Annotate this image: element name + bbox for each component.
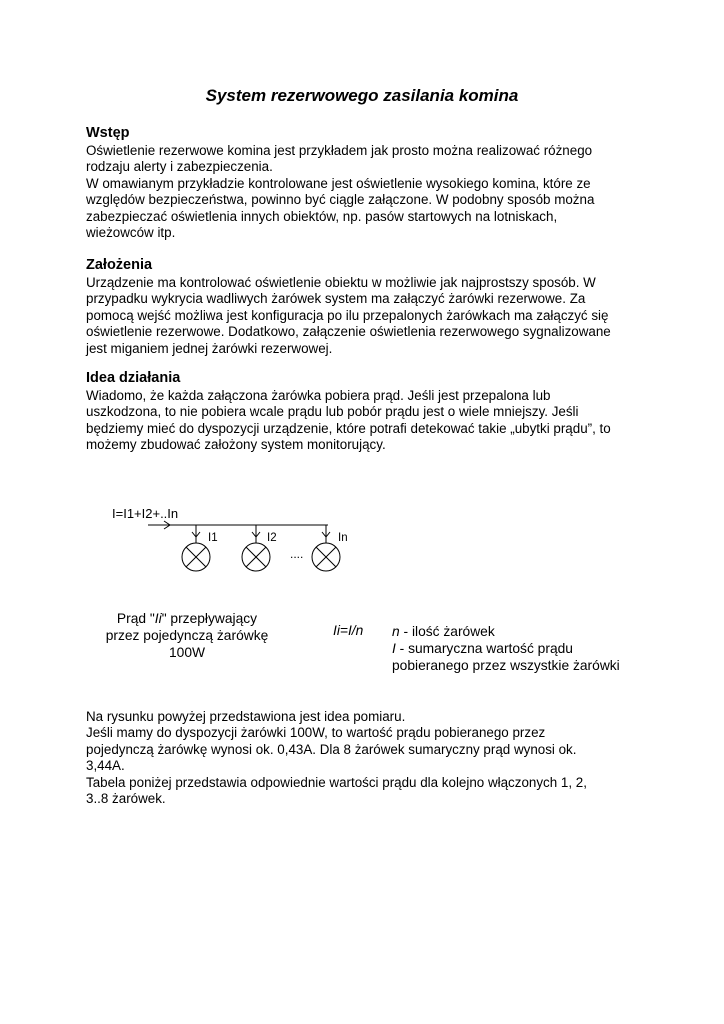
text-line: Tabela poniżej przedstawia odpowiednie wartości prądu dla kolejno włączonych 1, 2,	[86, 774, 587, 790]
legend-text: - ilość żarówek	[399, 624, 495, 639]
current-measurement-diagram	[100, 502, 400, 588]
text-line: Na rysunku powyżej przedstawiona jest idea pomiaru.	[86, 709, 406, 724]
section-introduction	[86, 124, 642, 241]
text-line: względów bezpieczeństwa, powinno być ciągle załączone. W podobny sposób można	[86, 192, 595, 208]
lamp-n	[312, 525, 340, 571]
section-heading: Idea działania	[86, 370, 181, 386]
lamp-2-label: I2	[267, 532, 277, 544]
text-line: pomocą wejść możliwa jest konfiguracja po ilu przepalonych żarówkach ma załączyć się	[86, 307, 609, 323]
lamp-n-label: In	[338, 532, 348, 544]
caption-line: przez pojedynczą żarówkę	[105, 628, 269, 643]
text-line: Urządzenie ma kontrolować oświetlenie obiektu w możliwie jak najprostszy sposób. W	[86, 275, 596, 290]
text-line: Oświetlenie rezerwowe komina jest przykładem jak prosto można realizować różnego	[86, 143, 593, 158]
section-body	[86, 143, 642, 241]
current-symbol: Ii	[154, 611, 162, 626]
text-line: zabezpieczać oświetlenia innych obiektów, np. pasów startowych na lotniskach,	[86, 208, 558, 224]
caption-line: 100W	[168, 645, 206, 660]
section-assumptions	[86, 256, 642, 357]
text-line: pojedynczą żarówkę wynosi ok. 0,43A. Dla 8 żarówek sumaryczny prąd wynosi ok.	[86, 741, 577, 757]
single-bulb-current-caption	[88, 610, 286, 661]
total-current-label: I=I1+I2+..In	[112, 506, 179, 521]
text-line: możemy zbudować założony system monitorujący.	[86, 437, 386, 453]
legend-text: - sumaryczna wartość prądu	[395, 641, 573, 656]
text-line: W omawianym przykładzie kontrolowane jest oświetlenie wysokiego komina, które ze	[86, 175, 591, 191]
document-title: System rezerwowego zasilania komina	[205, 86, 519, 105]
lamp-1	[182, 525, 210, 571]
lamp-2	[242, 525, 270, 571]
legend-symbol: I	[392, 641, 396, 656]
section-body	[86, 275, 642, 357]
formula: Ii=I/n	[333, 623, 364, 638]
text-line: jest miganiem jednej żarówki rezerwowej.	[86, 340, 333, 356]
caption-text: Prąd "	[116, 611, 155, 626]
section-body	[86, 388, 642, 454]
legend-line	[392, 623, 642, 640]
text-line: przypadku wykrycia wadliwych żarówek system ma załączyć żarówki rezerwowe. Za	[86, 291, 586, 307]
closing-paragraph	[86, 709, 642, 807]
legend-line: pobieranego przez wszystkie żarówki	[392, 658, 620, 673]
text-line: będziemy mieć do dyspozycji urządzenie, które potrafi detekować takie „ubytki prądu”, to	[86, 420, 611, 436]
text-line: Wiadomo, że każda załączona żarówka pobiera prąd. Jeśli jest przepalona lub	[86, 388, 551, 403]
text-line: uszkodzona, to nie pobiera wcale prądu lub pobór prądu jest o wiele mniejszy. Jeśli	[86, 404, 579, 420]
text-line: wieżowców itp.	[86, 225, 176, 241]
legend-symbol: n	[392, 624, 400, 639]
ellipsis: ....	[290, 547, 304, 561]
legend-line	[392, 640, 642, 657]
section-operating-idea	[86, 369, 642, 454]
lamp-1-label: I1	[208, 532, 218, 544]
text-line: Jeśli mamy do dyspozycji żarówki 100W, to wartość prądu pobieranego przez	[86, 725, 546, 741]
text-line: rodzaju alerty i zabezpieczenia.	[86, 159, 273, 175]
text-line: oświetlenie rezerwowe. Dodatkowo, załączenie oświetlenia rezerwowego sygnalizowane	[86, 324, 611, 340]
text-line: 3,44A.	[86, 758, 125, 774]
caption-text: " przepływający	[161, 611, 258, 626]
section-heading: Wstęp	[86, 125, 130, 141]
caption-line	[88, 610, 286, 627]
section-heading: Założenia	[86, 257, 153, 273]
text-line: 3..8 żarówek.	[86, 791, 166, 807]
formula-legend	[392, 623, 642, 674]
